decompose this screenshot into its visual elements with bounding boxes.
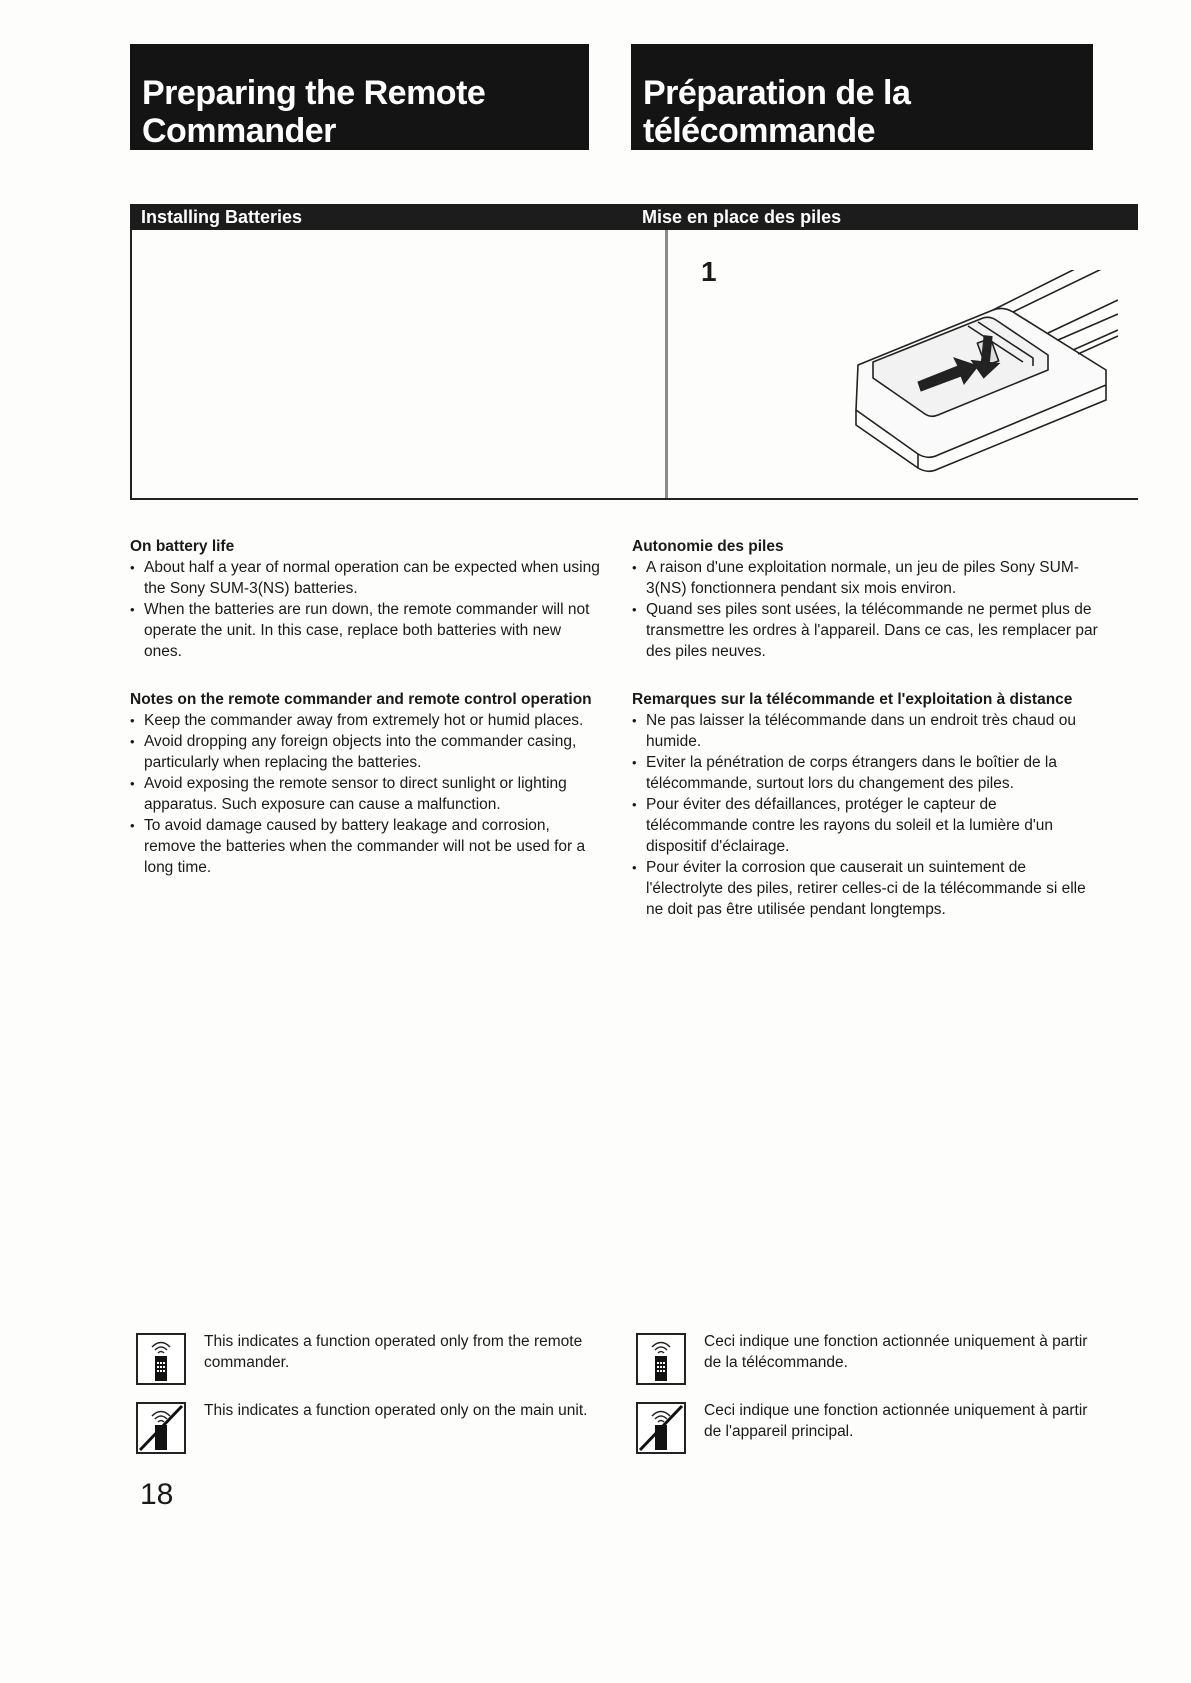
- notes-fr: [632, 689, 1102, 920]
- notes-heading-fr: Remarques sur la télécommande et l'exploitation à distance: [632, 691, 1073, 708]
- list-item: • To avoid damage caused by battery leakage and corrosion, remove the batteries when the commander will not be used for a long time.: [130, 815, 600, 878]
- list-item: • Pour éviter la corrosion que causerait un suintement de l'électrolyte des piles, retirer celles-ci de la télécommande si elle ne doit pas être utilisée pendant longtemps.: [632, 857, 1102, 920]
- list-item: • Avoid exposing the remote sensor to direct sunlight or lighting apparatus. Such exposure can cause a malfunction.: [130, 773, 600, 815]
- illustration-frame: [130, 230, 1138, 500]
- section-title-en: Installing Batteries: [141, 207, 303, 227]
- title-en-line2: Commander: [142, 112, 336, 150]
- legend-main-en: [136, 1400, 606, 1460]
- legend-main-text-fr: Ceci indique une fonction actionnée uniquement à partir de l'appareil principal.: [704, 1402, 1088, 1440]
- battery-life-heading-en: On battery life: [130, 538, 235, 555]
- notes-heading-en: Notes on the remote commander and remote control operation: [130, 691, 592, 708]
- step-number: 1: [701, 256, 717, 287]
- battery-life-heading-fr: Autonomie des piles: [632, 538, 784, 555]
- remote-commander-icon: [136, 1333, 186, 1385]
- remote-battery-cover-illustration: [818, 270, 1118, 480]
- list-item: • When the batteries are run down, the remote commander will not operate the unit. In this case, replace both batteries with new ones.: [130, 599, 600, 662]
- legend-remote-fr: [636, 1331, 1106, 1391]
- page-title-en: [130, 44, 589, 150]
- remote-commander-icon: [636, 1333, 686, 1385]
- list-item: • Ne pas laisser la télécommande dans un endroit très chaud ou humide.: [632, 710, 1102, 752]
- legend-remote-en: [136, 1331, 606, 1391]
- battery-life-en: [130, 536, 600, 662]
- list-item: • A raison d'une exploitation normale, un jeu de piles Sony SUM-3(NS) fonctionnera pendant six mois environ.: [632, 557, 1102, 599]
- list-item: • Keep the commander away from extremely hot or humid places.: [130, 710, 600, 731]
- legend-main-text-en: This indicates a function operated only on the main unit.: [204, 1402, 588, 1419]
- section-header-bar: [130, 204, 1138, 230]
- main-unit-only-icon: [636, 1402, 686, 1454]
- legend-remote-text-fr: Ceci indique une fonction actionnée uniquement à partir de la télécommande.: [704, 1333, 1088, 1371]
- battery-life-fr: [632, 536, 1102, 662]
- list-item: • Eviter la pénétration de corps étrangers dans le boîtier de la télécommande, surtout lors du changement des piles.: [632, 752, 1102, 794]
- list-item: • Avoid dropping any foreign objects into the commander casing, particularly when replacing the batteries.: [130, 731, 600, 773]
- legend-remote-text-en: This indicates a function operated only from the remote commander.: [204, 1333, 583, 1371]
- battery-illustration: [665, 230, 1140, 498]
- notes-en: [130, 689, 600, 878]
- title-en-line1: Preparing the Remote: [142, 74, 486, 112]
- title-fr-line1: Préparation de la: [643, 74, 911, 112]
- list-item: • Quand ses piles sont usées, la télécommande ne permet plus de transmettre les ordres à l'appareil. Dans ce cas, les remplacer par des piles neuves.: [632, 599, 1102, 662]
- page-number: 18: [140, 1478, 174, 1511]
- legend-main-fr: [636, 1400, 1106, 1460]
- page-title-fr: [631, 44, 1093, 150]
- section-title-fr: Mise en place des piles: [642, 207, 842, 227]
- list-item: • About half a year of normal operation can be expected when using the Sony SUM-3(NS) batteries.: [130, 557, 600, 599]
- title-fr-line2: télécommande: [643, 112, 876, 150]
- list-item: • Pour éviter des défaillances, protéger le capteur de télécommande contre les rayons du soleil et la lumière d'un dispositif d'éclairage.: [632, 794, 1102, 857]
- main-unit-only-icon: [136, 1402, 186, 1454]
